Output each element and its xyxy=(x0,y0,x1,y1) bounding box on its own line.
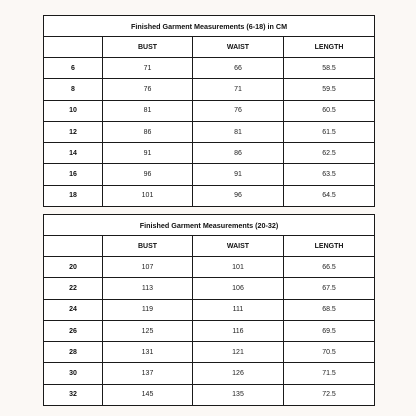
bust-cell: 86 xyxy=(103,121,193,142)
table-header-row xyxy=(44,37,375,58)
header-length: LENGTH xyxy=(284,37,375,58)
size-cell: 30 xyxy=(44,363,103,384)
waist-cell: 91 xyxy=(193,164,284,185)
size-cell: 6 xyxy=(44,58,103,79)
size-cell: 26 xyxy=(44,320,103,341)
length-cell: 62.5 xyxy=(284,143,375,164)
table-row xyxy=(44,257,375,278)
length-cell: 72.5 xyxy=(284,384,375,405)
table-row xyxy=(44,164,375,185)
waist-cell: 135 xyxy=(193,384,284,405)
bust-cell: 96 xyxy=(103,164,193,185)
length-cell: 61.5 xyxy=(284,121,375,142)
length-cell: 67.5 xyxy=(284,278,375,299)
size-cell: 8 xyxy=(44,79,103,100)
bust-cell: 101 xyxy=(103,185,193,206)
table-row xyxy=(44,278,375,299)
bust-cell: 91 xyxy=(103,143,193,164)
table-row xyxy=(44,100,375,121)
table-title: Finished Garment Measurements (20-32) xyxy=(44,215,375,236)
waist-cell: 116 xyxy=(193,320,284,341)
bust-cell: 119 xyxy=(103,299,193,320)
header-waist: WAIST xyxy=(193,236,284,257)
size-table-6-18 xyxy=(43,15,375,207)
table-row xyxy=(44,342,375,363)
waist-cell: 81 xyxy=(193,121,284,142)
waist-cell: 121 xyxy=(193,342,284,363)
length-cell: 69.5 xyxy=(284,320,375,341)
length-cell: 68.5 xyxy=(284,299,375,320)
bust-cell: 71 xyxy=(103,58,193,79)
size-cell: 18 xyxy=(44,185,103,206)
bust-cell: 113 xyxy=(103,278,193,299)
table-row xyxy=(44,299,375,320)
table-title-row xyxy=(44,16,375,37)
header-size xyxy=(44,236,103,257)
waist-cell: 126 xyxy=(193,363,284,384)
length-cell: 59.5 xyxy=(284,79,375,100)
size-cell: 14 xyxy=(44,143,103,164)
header-waist: WAIST xyxy=(193,37,284,58)
waist-cell: 96 xyxy=(193,185,284,206)
header-size xyxy=(44,37,103,58)
table-row xyxy=(44,320,375,341)
size-cell: 28 xyxy=(44,342,103,363)
bust-cell: 137 xyxy=(103,363,193,384)
table-row xyxy=(44,121,375,142)
length-cell: 63.5 xyxy=(284,164,375,185)
length-cell: 64.5 xyxy=(284,185,375,206)
header-bust: BUST xyxy=(103,37,193,58)
table-row xyxy=(44,143,375,164)
bust-cell: 76 xyxy=(103,79,193,100)
waist-cell: 66 xyxy=(193,58,284,79)
length-cell: 71.5 xyxy=(284,363,375,384)
table-row xyxy=(44,185,375,206)
size-cell: 16 xyxy=(44,164,103,185)
waist-cell: 111 xyxy=(193,299,284,320)
length-cell: 60.5 xyxy=(284,100,375,121)
waist-cell: 71 xyxy=(193,79,284,100)
bust-cell: 81 xyxy=(103,100,193,121)
header-bust: BUST xyxy=(103,236,193,257)
table-title-row xyxy=(44,215,375,236)
size-table-20-32 xyxy=(43,214,375,406)
length-cell: 66.5 xyxy=(284,257,375,278)
waist-cell: 101 xyxy=(193,257,284,278)
size-cell: 22 xyxy=(44,278,103,299)
length-cell: 58.5 xyxy=(284,58,375,79)
table-row xyxy=(44,58,375,79)
bust-cell: 125 xyxy=(103,320,193,341)
size-cell: 24 xyxy=(44,299,103,320)
bust-cell: 107 xyxy=(103,257,193,278)
waist-cell: 76 xyxy=(193,100,284,121)
waist-cell: 106 xyxy=(193,278,284,299)
table-row xyxy=(44,384,375,405)
waist-cell: 86 xyxy=(193,143,284,164)
bust-cell: 131 xyxy=(103,342,193,363)
bust-cell: 145 xyxy=(103,384,193,405)
header-length: LENGTH xyxy=(284,236,375,257)
table-title: Finished Garment Measurements (6-18) in CM xyxy=(44,16,375,37)
table-row xyxy=(44,79,375,100)
table-header-row xyxy=(44,236,375,257)
length-cell: 70.5 xyxy=(284,342,375,363)
size-cell: 32 xyxy=(44,384,103,405)
size-cell: 20 xyxy=(44,257,103,278)
table-row xyxy=(44,363,375,384)
size-cell: 12 xyxy=(44,121,103,142)
size-cell: 10 xyxy=(44,100,103,121)
